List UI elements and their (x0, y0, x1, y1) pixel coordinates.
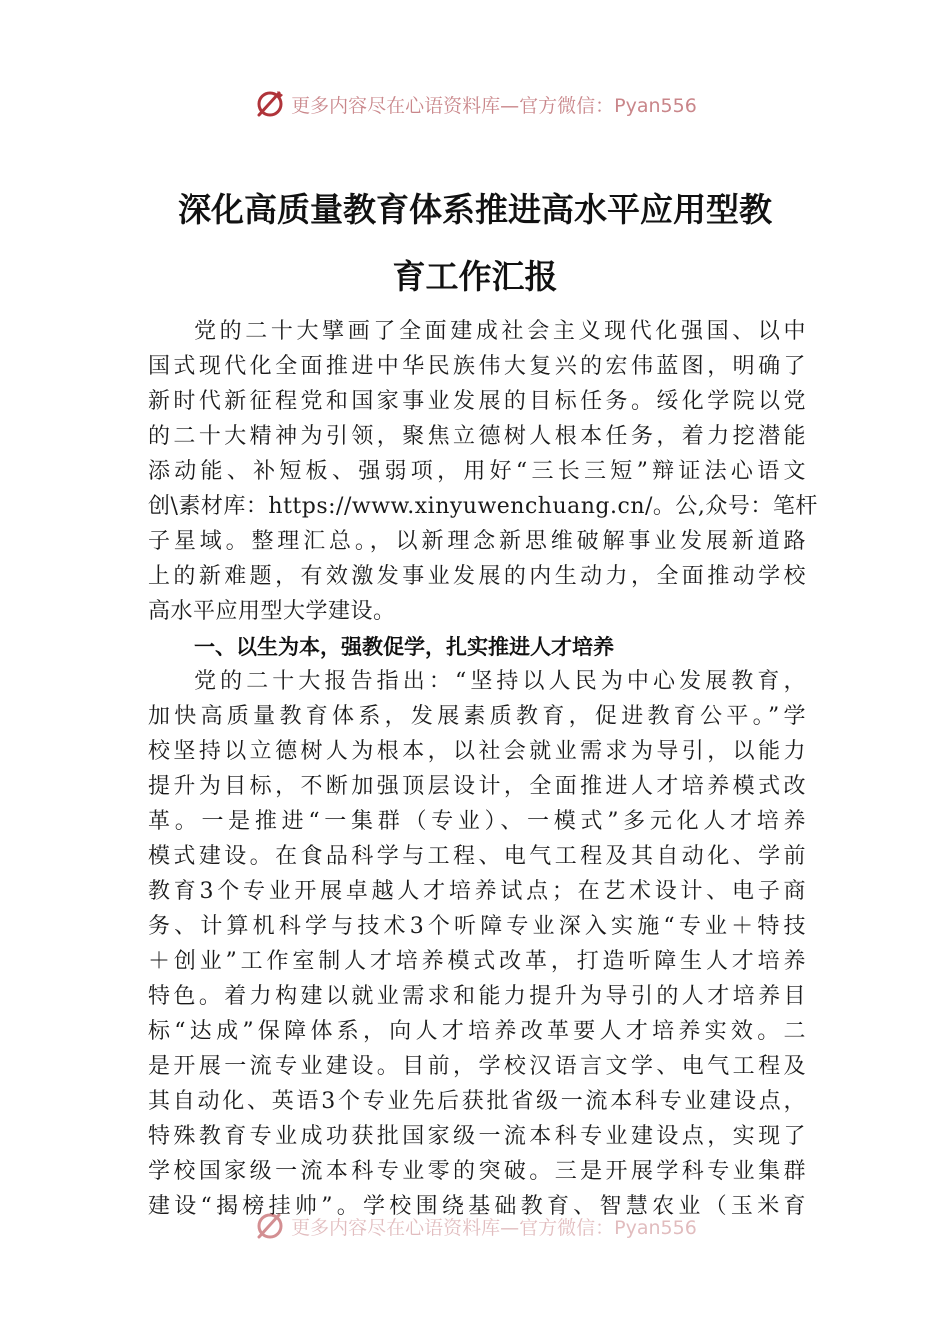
text-line: 新时代新征程党和国家事业发展的目标任务。绥化学院以党 (148, 389, 806, 414)
text-line: 加快高质量教育体系，发展素质教育，促进教育公平。”学 (148, 704, 806, 729)
footer-watermark-banner (0, 1206, 950, 1246)
text-line: 上的新难题，有效激发事业发展的内生动力，全面推动学校 (148, 564, 806, 589)
text-line: 党的二十大擘画了全面建成社会主义现代化强国、以中 (194, 319, 806, 344)
text-line: 是开展一流专业建设。目前，学校汉语言文学、电气工程及 (148, 1054, 806, 1079)
text-line: 提升为目标，不断加强顶层设计，全面推进人才培养模式改 (148, 774, 806, 799)
footer-watermark-text: 更多内容尽在心语资料库—官方微信：Pyan556 (291, 1216, 697, 1239)
text-line: 特殊教育专业成功获批国家级一流本科专业建设点，实现了 (148, 1124, 806, 1149)
text-line: 教育3个专业开展卓越人才培养试点；在艺术设计、电子商 (148, 879, 806, 904)
text-line: 的二十大精神为引领，聚焦立德树人根本任务，着力挖潜能 (148, 424, 806, 449)
document-title-line-1: 深化高质量教育体系推进高水平应用型教 (178, 190, 772, 229)
text-line: 校坚持以立德树人为根本，以社会就业需求为导引，以能力 (148, 739, 806, 764)
text-line: 党的二十大报告指出：“坚持以人民为中心发展教育， (194, 669, 806, 694)
text-line: 学校国家级一流本科专业零的突破。三是开展学科专业集群 (148, 1159, 806, 1184)
text-line: 特色。着力构建以就业需求和能力提升为导引的人才培养目 (148, 984, 806, 1009)
text-line: 其自动化、英语3个专业先后获批省级一流本科专业建设点， (148, 1089, 806, 1114)
header-watermark-banner (0, 84, 950, 124)
text-line: 建设“揭榜挂帅”。学校围绕基础教育、智慧农业（玉米育 (148, 1194, 806, 1219)
text-line: 标“达成”保障体系，向人才培养改革要人才培养实效。二 (148, 1019, 806, 1044)
text-line: 模式建设。在食品科学与工程、电气工程及其自动化、学前 (148, 844, 806, 869)
text-line: ＋创业”工作室制人才培养模式改革，打造听障生人才培养 (148, 949, 806, 974)
text-line: 子星域。整理汇总。，以新理念新思维破解事业发展新道路 (148, 529, 806, 554)
document-title-line-2: 育工作汇报 (392, 257, 558, 296)
pen-logo-icon (253, 1209, 287, 1243)
text-line: 国式现代化全面推进中华民族伟大复兴的宏伟蓝图，明确了 (148, 354, 806, 379)
text-line: 高水平应用型大学建设。 (148, 599, 396, 624)
text-line: 添动能、补短板、强弱项，用好“三长三短”辩证法心语文 (148, 459, 806, 484)
header-watermark-text: 更多内容尽在心语资料库—官方微信：Pyan556 (291, 94, 697, 117)
section-heading: 一、以生为本，强教促学，扎实推进人才培养 (194, 635, 614, 659)
pen-logo-icon (253, 87, 287, 121)
text-line: 创\素材库：https://www.xinyuwenchuang.cn/。公,众号：笔杆 (148, 494, 818, 519)
text-line: 务、计算机科学与技术3个听障专业深入实施“专业＋特技 (148, 914, 806, 939)
text-line: 革。一是推进“一集群（专业）、一模式”多元化人才培养 (148, 809, 806, 834)
